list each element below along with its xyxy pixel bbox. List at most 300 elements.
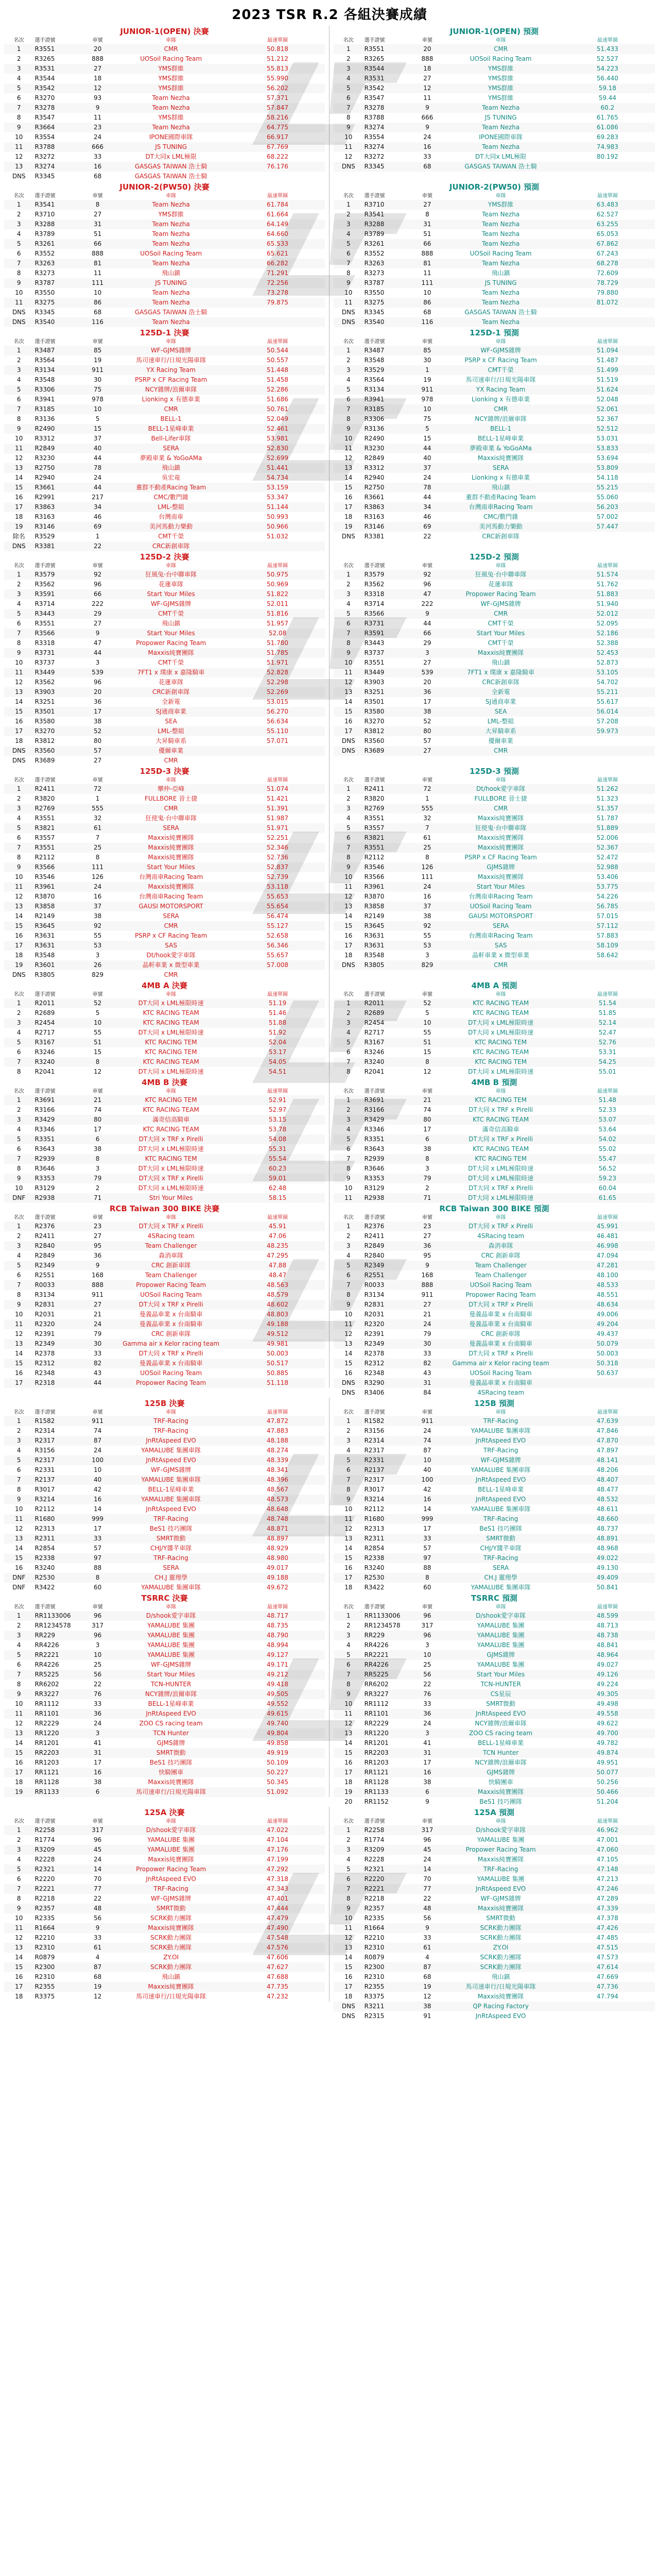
cell-rank: 5 [4,823,33,833]
cell-best-lap: 48.717 [230,1611,325,1621]
cell-bike-no: 3 [83,1728,112,1738]
cell-license-no: R3240 [364,1564,385,1571]
cell-best-lap: 56.203 [560,502,655,512]
cell-team: 花蓮車隊 [488,581,513,588]
table-row [4,453,325,463]
cell-best-lap: 53.406 [596,873,618,880]
cell-license-no: R3788 [33,142,83,152]
cell-best-lap: 49.782 [596,1739,618,1747]
cell-license-no: R3265 [364,55,385,62]
cell-team: YAMALUBE 集團 [442,1631,560,1640]
cell-rank: 7 [334,1670,363,1680]
cell-license-no: R3263 [363,259,413,268]
cell-rank: 7 [4,404,33,414]
cell-license-no: RR1101 [33,1709,83,1719]
cell-best-lap: 47.846 [596,1427,618,1434]
cell-bike-no: 22 [83,541,112,551]
table-row [334,1349,655,1359]
cell-bike-no: 74 [93,1427,102,1434]
cell-license-no: R3870 [34,893,55,900]
cell-license-no: R2149 [34,912,55,920]
table-row [334,1865,655,1874]
cell-team: DT大同 x LML極限時速 [442,1193,560,1203]
cell-team: Maxxis純寶團隊 [477,815,524,822]
cell-rank: 9 [4,123,33,132]
results-section [0,1203,659,1398]
cell-team: JnRtAspeed EVO [442,1475,560,1485]
cell-team: DT大同 x LML極限時速 [138,1145,204,1153]
cell-rank: 4 [16,75,21,82]
cell-rank: 4 [346,1029,351,1036]
results-table [334,991,655,1077]
cell-team: DT大同x LML極限 [145,153,197,160]
cell-team: 飛山鎮 [491,1973,510,1980]
cell-best-lap [560,2002,655,2011]
header-team: 車隊 [495,1089,506,1094]
cell-rank: 8 [346,1291,351,1298]
cell-team: 馬司速車行/日規光陽車隊 [465,376,536,383]
cell-team: UOSoil Racing Team [442,902,560,911]
cell-team: TCN-HUNTER [150,1681,192,1688]
cell-team: LML-整組 [487,718,514,725]
cell-rank: 2 [16,211,21,218]
cell-rank: 2 [16,581,21,588]
final-results-panel [0,766,330,980]
cell-bike-no: 33 [423,1700,431,1707]
cell-bike-no: 85 [413,346,441,355]
cell-rank: DNS [334,162,363,172]
cell-license-no: R0879 [34,1954,55,1961]
header-best-lap: 最速單圈 [597,992,618,997]
table-row [334,823,655,833]
cell-license-no: R2490 [364,435,385,442]
cell-bike-no: 20 [83,44,112,54]
cell-license-no: R3714 [364,600,385,607]
cell-license-no: R3562 [34,679,55,686]
cell-license-no: R3601 [33,960,83,970]
table-row [334,512,655,522]
table-row [4,833,325,843]
cell-best-lap: 47.444 [230,1904,325,1913]
cell-bike-no: 29 [423,639,431,647]
cell-best-lap: 47.289 [596,1895,618,1902]
cell-best-lap: 51.458 [267,376,289,383]
cell-bike-no: 25 [83,843,112,853]
cell-bike-no: 71 [413,1193,441,1203]
cell-team: TCN Hunter [442,1748,560,1758]
cell-rank: 13 [4,1534,33,1544]
cell-best-lap: 52.47 [598,1029,617,1036]
cell-best-lap: 56.52 [598,1165,617,1172]
cell-license-no: R3646 [364,1165,385,1172]
cell-rank: 10 [344,435,353,442]
cell-license-no: RR1121 [33,1768,83,1777]
cell-best-lap: 53.015 [267,698,289,705]
cell-bike-no: 24 [423,1720,431,1727]
header-bike-no: 車號 [92,992,103,997]
cell-bike-no: 999 [83,1514,112,1524]
cell-rank: 8 [16,1291,21,1298]
cell-best-lap: 49.418 [267,1681,289,1688]
cell-license-no: R3551 [33,44,83,54]
cell-rank: 16 [344,1973,353,1980]
cell-best-lap: 50.079 [560,1339,655,1349]
cell-best-lap: 63.483 [560,200,655,210]
cell-license-no: R3345 [364,309,385,316]
header-team: 車隊 [166,992,177,997]
cell-license-no: R2376 [33,1222,83,1231]
cell-rank: 10 [15,1700,23,1707]
cell-team: NCY雜牌/浪爾車隊 [475,1759,527,1766]
cell-bike-no: 7 [95,834,100,841]
results-section [0,327,659,551]
cell-rank: 13 [334,687,363,697]
cell-license-no: R3134 [364,1291,385,1298]
cell-bike-no: 74 [423,1106,431,1113]
cell-rank: DNS [4,746,33,756]
cell-bike-no: 52 [83,998,112,1008]
table-row [334,726,655,736]
results-table [4,1214,325,1388]
cell-rank: 4 [16,1126,21,1133]
table-row [334,1359,655,1368]
cell-bike-no: 38 [423,1145,431,1153]
cell-bike-no: 66 [413,239,441,249]
cell-license-no: R3263 [33,259,83,268]
cell-team: KTC RACING TEAM [442,1115,560,1125]
cell-license-no: R3903 [364,679,385,686]
cell-license-no: R3290 [363,1378,413,1388]
cell-team: TRF-Racing [112,1416,230,1426]
cell-team: CHJ/Y醬芊車隊 [150,1545,192,1552]
cell-team: Maxxis純寶團隊 [112,882,230,892]
cell-best-lap: 50.003 [267,1350,289,1357]
table-row [334,833,655,843]
cell-bike-no: 9 [83,103,112,113]
cell-bike-no: 70 [93,1875,102,1883]
cell-license-no: R3787 [33,278,83,288]
cell-best-lap: 57.883 [596,932,618,939]
cell-bike-no: 10 [413,404,441,414]
cell-bike-no: 829 [92,971,104,978]
cell-best-lap: 46.962 [560,1825,655,1835]
cell-team: SERA [163,1564,179,1571]
cell-best-lap [230,541,325,551]
cell-team: YAMALUBE 集團車隊 [141,1447,201,1454]
cell-bike-no: 8 [83,1154,112,1164]
cell-team: DT大同 x TRF x Pirelli [112,1174,230,1183]
cell-license-no: R3312 [34,435,55,442]
cell-best-lap: 66.917 [267,133,289,141]
cell-bike-no: 78 [83,463,112,473]
cell-bike-no: 14 [83,1865,112,1874]
cell-license-no: R3579 [363,570,413,580]
cell-best-lap: 48.477 [596,1486,618,1493]
cell-best-lap: 51.144 [230,502,325,512]
cell-license-no: R3345 [34,173,55,180]
table-row [4,1183,325,1193]
cell-team: SCRK動力團隊 [112,1962,230,1972]
cell-bike-no: 44 [83,1378,112,1388]
table-row [334,1923,655,1933]
cell-team: KTC RACING TEM [442,1038,560,1047]
cell-team: CHJ/Y醬芊車隊 [480,1545,522,1552]
cell-team: CMT千榮 [442,365,560,375]
cell-best-lap: 51.574 [560,570,655,580]
cell-rank: 5 [334,385,363,395]
cell-bike-no: 96 [423,1836,431,1843]
table-row [4,229,325,239]
table-row [4,1446,325,1455]
cell-license-no: R3689 [34,757,55,764]
cell-rank: 12 [344,153,353,160]
cell-team: YMS群維 [112,64,230,74]
cell-rank: 11 [4,1319,33,1329]
cell-team: CRC 創新車隊 [112,1261,230,1270]
cell-bike-no: 21 [413,1095,441,1105]
cell-team: 曼義晶車業 x 台南騎車 [442,1339,560,1349]
cell-rank: 16 [344,932,353,939]
cell-team: SCRK動力團隊 [150,1914,192,1922]
table-row [4,1378,325,1388]
cell-rank: 14 [15,912,23,920]
cell-license-no: R2317 [363,1475,413,1485]
cell-best-lap: 51.971 [267,659,289,666]
results-table [334,1818,655,2021]
cell-bike-no: 74 [93,1106,102,1113]
cell-rank: 10 [15,1184,23,1192]
results-section [0,1807,659,2021]
table-row [4,687,325,697]
table-row [334,473,655,483]
cell-best-lap: 55.31 [268,1145,287,1153]
cell-license-no: R3156 [364,1427,385,1434]
table-header-row [4,1214,325,1222]
cell-rank: 9 [4,1904,33,1913]
final-results-panel [0,1398,330,1592]
cell-best-lap: 51.85 [598,1009,617,1016]
cell-rank: 3 [334,1845,363,1855]
cell-rank: 3 [4,589,33,599]
cell-license-no: R3288 [33,219,83,229]
table-header-row [4,1409,325,1416]
cell-team: GAUSI MOTORSPORT [112,902,230,911]
cell-team: JnRtAspeed EVO [442,1884,560,1894]
table-row [334,1495,655,1504]
cell-rank: 3 [4,1018,33,1028]
cell-rank: 8 [346,1486,351,1493]
cell-team: SCRK動力團隊 [480,1954,522,1961]
cell-bike-no: 60 [423,1584,431,1591]
table-row [334,493,655,502]
cell-rank: 17 [334,941,363,951]
cell-bike-no: 93 [93,94,102,101]
table-row [334,1621,655,1631]
cell-license-no: R3146 [363,522,413,532]
table-header-row [4,193,325,200]
cell-bike-no: 17 [93,1126,102,1133]
cell-license-no: R2840 [364,1252,385,1259]
table-row [4,1436,325,1446]
cell-team: WF-GJMS雜牌 [150,1466,192,1473]
cell-team: 優爾車業 [112,746,230,756]
cell-best-lap: 52.286 [230,385,325,395]
cell-bike-no: 72 [413,784,441,794]
cell-rank: 11 [334,1514,363,1524]
cell-team: JnRtAspeed EVO [112,1709,230,1719]
cell-bike-no: 38 [413,2002,441,2011]
table-row [4,1913,325,1923]
cell-best-lap: 51.357 [560,804,655,814]
cell-bike-no: 8 [83,1573,112,1583]
cell-license-no: RR1152 [364,1798,389,1805]
cell-team: SERA [442,463,560,473]
cell-rank: 11 [334,1923,363,1933]
cell-best-lap: 51.780 [267,639,289,647]
table-row [4,64,325,74]
cell-best-lap: 47.105 [596,1856,618,1863]
cell-bike-no: 34 [413,502,441,512]
cell-best-lap: 51.762 [596,581,618,588]
cell-license-no: R2349 [33,1261,83,1270]
cell-team: NCY雜牌/浪爾車隊 [112,385,230,395]
cell-team: 狂使鬼·台中聯車隊 [145,815,197,822]
table-row [4,219,325,229]
cell-bike-no: 76 [413,1689,441,1699]
cell-rank: 14 [15,1954,23,1961]
cell-rank: 5 [334,1455,363,1465]
cell-team: KTC RACING TEM [442,1154,560,1164]
cell-rank: 17 [334,502,363,512]
cell-license-no: R3541 [33,200,83,210]
cell-license-no: R3251 [363,687,413,697]
cell-team: YAMALUBE 集團車隊 [141,1584,201,1591]
header-team: 車隊 [166,193,177,199]
cell-team: Team Nezha [152,94,190,101]
cell-bike-no: 47 [413,589,441,599]
cell-license-no: R3275 [363,298,413,308]
cell-team: 馬司速車行/日規光陽車隊 [112,1787,230,1797]
table-row [334,1008,655,1018]
table-row [334,717,655,726]
table-row [334,794,655,804]
cell-bike-no: 21 [83,1095,112,1105]
cell-team: 花蓮車隊 [159,581,184,588]
cell-bike-no: 100 [413,1475,441,1485]
table-row [334,1485,655,1495]
table-row [4,853,325,862]
cell-team: YAMALUBE 集團車隊 [471,1427,531,1434]
cell-team: CRC 創新車隊 [151,1330,191,1337]
cell-license-no: R2349 [363,1339,413,1349]
header-license-no: 選手證號 [34,38,56,43]
cell-license-no: R0033 [363,1280,413,1290]
cell-best-lap: 52.011 [267,600,289,607]
cell-best-lap: 48.141 [560,1455,655,1465]
cell-license-no: R2031 [34,1311,55,1318]
cell-team: ZY.OI [442,1943,560,1953]
cell-team: JS TUNING [484,114,517,121]
cell-license-no: R3566 [33,629,83,638]
table-row [334,532,655,541]
cell-bike-no: 48 [83,1904,112,1913]
cell-rank: 3 [4,64,33,74]
table-header-row [4,1818,325,1825]
cell-license-no: R2315 [364,2012,385,2020]
cell-bike-no: 77 [413,1884,441,1894]
cell-license-no: R2317 [33,1455,83,1465]
cell-team: CMT千榮 [112,609,230,619]
cell-team: 4SRacing team [477,1389,525,1396]
cell-license-no: R2991 [34,494,55,501]
cell-bike-no: 539 [83,668,112,677]
table-row [4,268,325,278]
cell-license-no: R0033 [33,1280,83,1290]
table-row [334,1300,655,1310]
cell-license-no: R1582 [33,1416,83,1426]
cell-team: CMR [164,757,178,764]
cell-rank: 3 [4,1845,33,1855]
cell-best-lap: 47.343 [230,1884,325,1894]
header-bike-no: 車號 [92,777,103,783]
cell-license-no: R3129 [364,1184,385,1192]
table-row [4,1290,325,1300]
cell-license-no: R3209 [33,1845,83,1855]
cell-rank: 19 [334,522,363,532]
cell-bike-no: 21 [423,1311,431,1318]
cell-best-lap: 53.981 [267,435,289,442]
cell-rank: 14 [15,698,23,705]
cell-rank: 14 [15,474,23,481]
header-rank: 名次 [13,1410,24,1415]
cell-bike-no: 22 [93,1681,102,1688]
cell-team: Team Nezha [442,219,560,229]
cell-license-no: R2228 [364,1856,385,1863]
header-bike-no: 車號 [92,1215,103,1221]
cell-rank: 2 [16,1232,21,1240]
cell-bike-no: 56 [93,1914,102,1922]
cell-license-no: R3551 [364,659,385,666]
cell-best-lap: 54.118 [596,474,618,481]
cell-bike-no: 16 [83,1495,112,1504]
table-row [334,200,655,210]
cell-license-no: R2689 [364,1009,385,1016]
cell-best-lap: 47.148 [560,1865,655,1874]
cell-bike-no: 19 [93,357,102,364]
cell-team: 狂使鬼·台中聯車隊 [442,823,560,833]
cell-rank: 11 [4,1709,33,1719]
cell-rank: 4 [346,815,351,822]
cell-bike-no: 81 [83,259,112,268]
table-row [4,1670,325,1680]
cell-team: KTC RACING TEM [442,1057,560,1067]
table-row [334,853,655,862]
cell-rank: 17 [4,941,33,951]
cell-team: SERA [112,444,230,453]
cell-team: Dt/hook愛字車隊 [146,952,196,959]
cell-team: Stri Your Miles [112,1193,230,1203]
cell-best-lap: 50.003 [596,1350,618,1357]
cell-license-no: RR1201 [364,1739,389,1747]
cell-bike-no: 20 [423,679,431,686]
cell-license-no: R3246 [34,1048,55,1056]
cell-best-lap: 56.014 [560,707,655,717]
cell-rank: 8 [16,639,21,647]
cell-rank: 9 [4,1495,33,1504]
table-row [4,1231,325,1241]
table-row [334,93,655,103]
cell-best-lap: 51.889 [560,823,655,833]
